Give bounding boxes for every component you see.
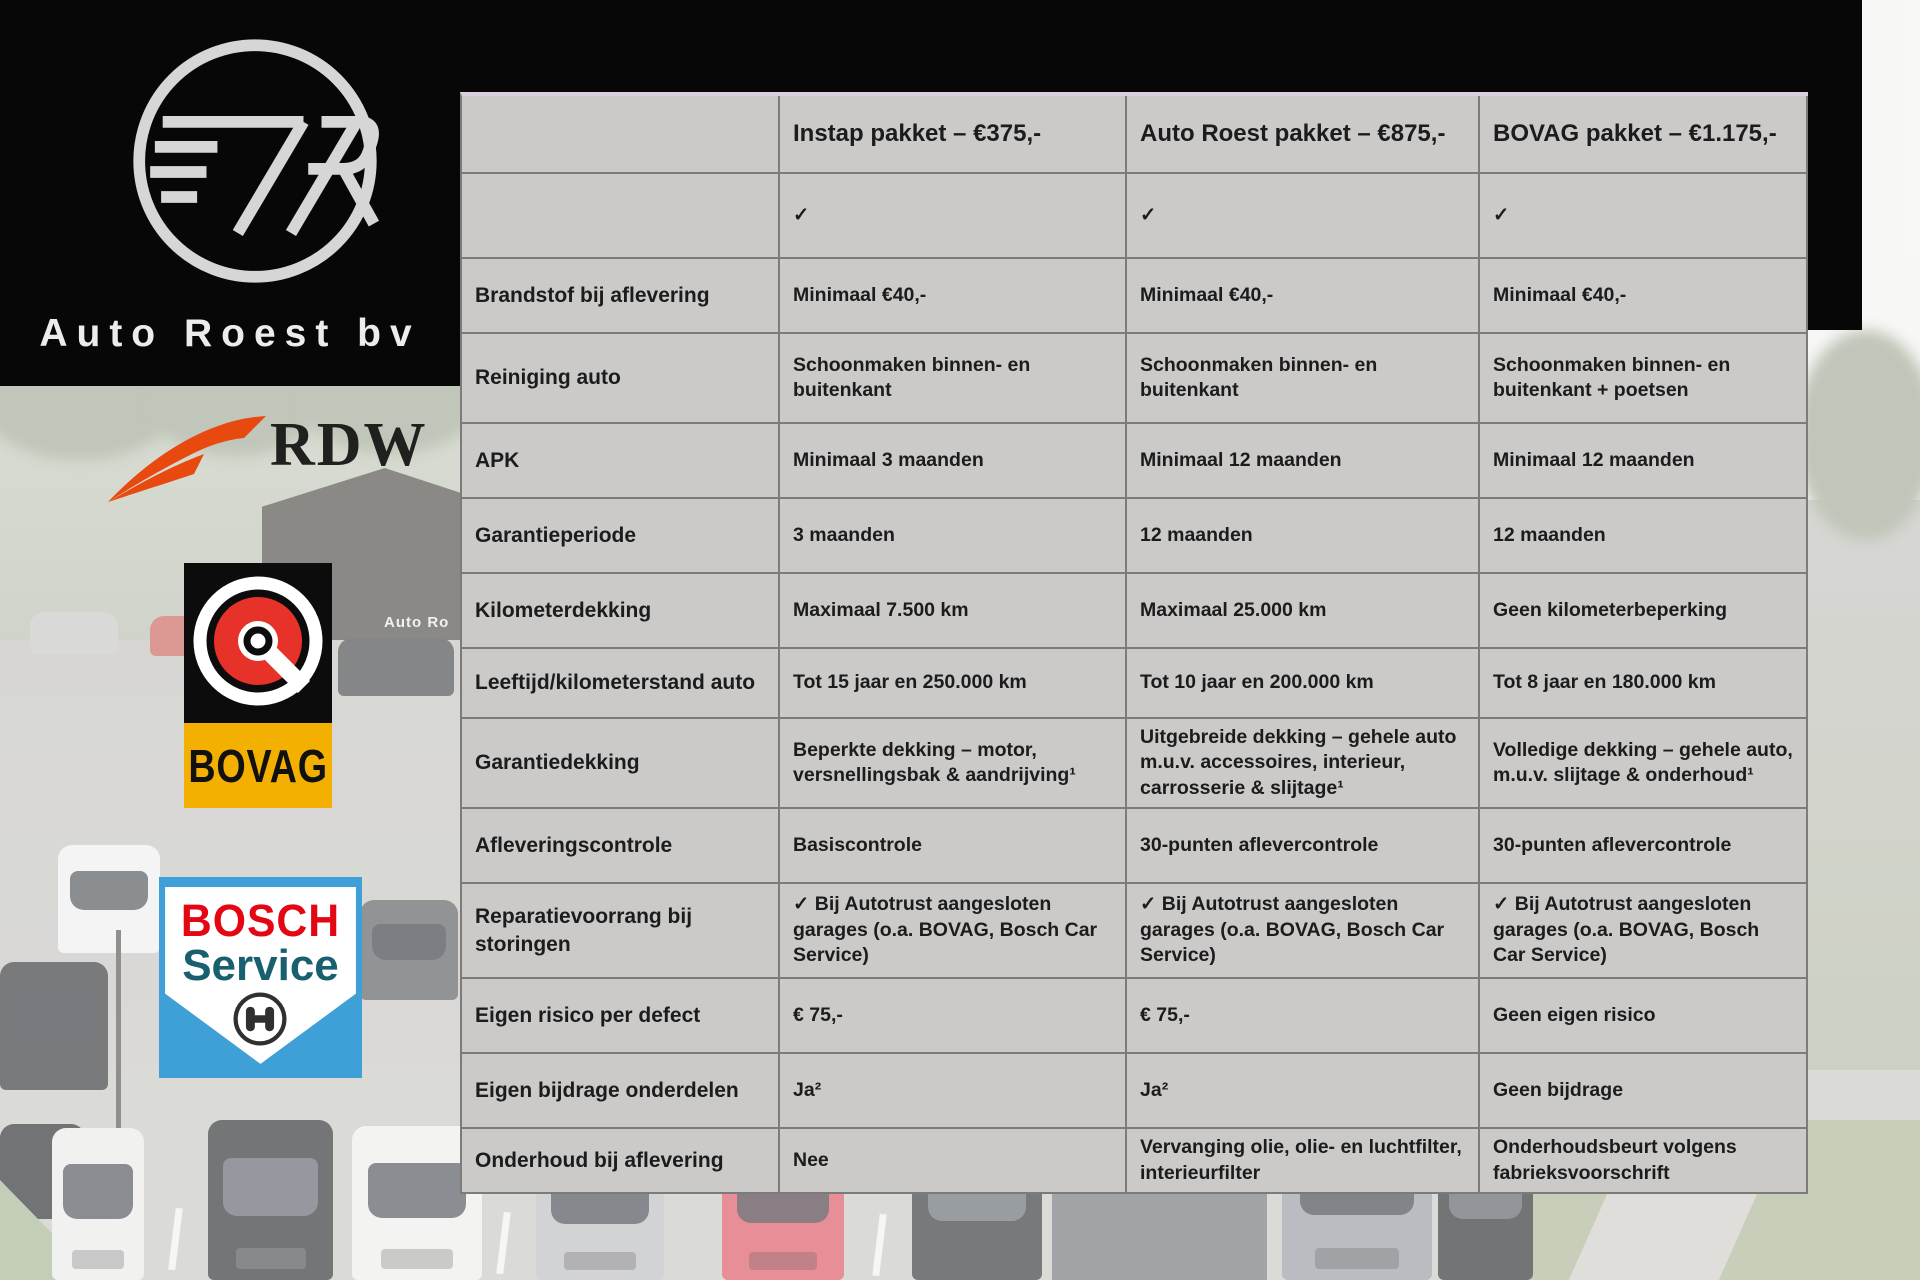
photo-car — [58, 845, 160, 953]
table-cell: Tot 15 jaar en 250.000 km — [780, 649, 1127, 719]
table-cell: 30-punten aflevercontrole — [1127, 809, 1480, 884]
rdw-wordmark: RDW — [270, 411, 428, 479]
table-cell: Schoonmaken binnen- en buitenkant — [780, 334, 1127, 424]
table-cell: Tot 8 jaar en 180.000 km — [1480, 649, 1808, 719]
table-cell: Minimaal 12 maanden — [1127, 424, 1480, 499]
pakket-table — [460, 92, 1808, 1194]
table-cell: ✓ — [780, 174, 1127, 259]
bovag-logo — [184, 563, 332, 808]
table-cell: Minimaal 12 maanden — [1480, 424, 1808, 499]
bovag-wordmark: BOVAG — [188, 739, 328, 792]
photo-light-pole — [1292, 1180, 1298, 1280]
table-cell: € 75,- — [1127, 979, 1480, 1054]
photo-car — [0, 962, 108, 1090]
row-label: APK — [462, 424, 780, 499]
table-cell: Minimaal €40,- — [1480, 259, 1808, 334]
column-header: Auto Roest pakket – €875,- — [1127, 96, 1480, 174]
photo-car — [208, 1120, 333, 1280]
row-label: Garantiedekking — [462, 719, 780, 809]
bosch-service-logo — [159, 877, 362, 1078]
table-cell: Beperkte dekking – motor, versnellingsbak & aandrijving¹ — [780, 719, 1127, 809]
table-cell: Uitgebreide dekking – gehele auto m.u.v. accessoires, interieur, carrosserie & slijtage¹ — [1127, 719, 1480, 809]
photo-car — [338, 638, 454, 696]
auto-roest-logo-box — [0, 0, 460, 386]
table-cell: Maximaal 7.500 km — [780, 574, 1127, 649]
table-cell: 12 maanden — [1480, 499, 1808, 574]
row-label: Brandstof bij aflevering — [462, 259, 780, 334]
row-label: Reiniging auto — [462, 334, 780, 424]
row-label: Eigen bijdrage onderdelen — [462, 1054, 780, 1129]
photo-car — [360, 900, 458, 1000]
table-cell: ✓ Bij Autotrust aangesloten garages (o.a. BOVAG, Bosch Car Service) — [1127, 884, 1480, 979]
table-cell: Onderhoudsbeurt volgens fabrieksvoorschrift — [1480, 1129, 1808, 1194]
row-label: Kilometerdekking — [462, 574, 780, 649]
table-cell: ✓ Bij Autotrust aangesloten garages (o.a. BOVAG, Bosch Car Service) — [780, 884, 1127, 979]
parking-line — [168, 1208, 183, 1270]
table-cell: Minimaal €40,- — [780, 259, 1127, 334]
bovag-emblem — [184, 563, 332, 723]
rdw-wing-icon — [104, 408, 272, 508]
column-header: BOVAG pakket – €1.175,- — [1480, 96, 1808, 174]
table-cell: 30-punten aflevercontrole — [1480, 809, 1808, 884]
table-cell: Schoonmaken binnen- en buitenkant + poetsen — [1480, 334, 1808, 424]
table-cell: Maximaal 25.000 km — [1127, 574, 1480, 649]
table-cell: ✓ — [1480, 174, 1808, 259]
table-cell: Ja² — [780, 1054, 1127, 1129]
photo-car — [30, 612, 118, 654]
building-sign: Auto Ro — [384, 614, 450, 631]
photo-field-right — [1790, 500, 1920, 1280]
row-label: Garantieperiode — [462, 499, 780, 574]
table-cell: ✓ Bij Autotrust aangesloten garages (o.a. BOVAG, Bosch Car Service) — [1480, 884, 1808, 979]
table-cell: Tot 10 jaar en 200.000 km — [1127, 649, 1480, 719]
company-name: Auto Roest bv — [39, 312, 421, 355]
table-cell: Nee — [780, 1129, 1127, 1194]
bosch-armature-icon — [230, 989, 290, 1049]
table-cell: Volledige dekking – gehele auto, m.u.v. slijtage & onderhoud¹ — [1480, 719, 1808, 809]
photo-tree — [1796, 330, 1920, 540]
parking-line — [872, 1214, 887, 1276]
bosch-service-label: Service — [182, 941, 339, 990]
table-cell: 12 maanden — [1127, 499, 1480, 574]
photo-car — [0, 1124, 85, 1219]
photo-grass — [0, 1180, 150, 1280]
bovag-wrench-icon — [184, 563, 332, 723]
bosch-wordmark: BOSCH — [180, 895, 341, 946]
table-cell: 3 maanden — [780, 499, 1127, 574]
parking-line — [496, 1212, 511, 1274]
table-cell: Geen bijdrage — [1480, 1054, 1808, 1129]
row-label — [462, 174, 780, 259]
row-label: Eigen risico per defect — [462, 979, 780, 1054]
photo-car — [52, 1128, 144, 1280]
row-label: Leeftijd/kilometerstand auto — [462, 649, 780, 719]
table-cell: Minimaal €40,- — [1127, 259, 1480, 334]
auto-roest-logo-icon — [122, 28, 388, 294]
corner-cell — [462, 96, 780, 174]
table-cell: Schoonmaken binnen- en buitenkant — [1127, 334, 1480, 424]
table-cell: € 75,- — [780, 979, 1127, 1054]
row-label: Afleveringscontrole — [462, 809, 780, 884]
table-cell: Minimaal 3 maanden — [780, 424, 1127, 499]
table-cell: Vervanging olie, olie- en luchtfilter, interieurfilter — [1127, 1129, 1480, 1194]
bovag-banner — [184, 723, 332, 808]
row-label: Reparatievoorrang bij storingen — [462, 884, 780, 979]
table-cell: ✓ — [1127, 174, 1480, 259]
column-header: Instap pakket – €375,- — [780, 96, 1127, 174]
photo-light-pole — [116, 930, 121, 1280]
table-cell: Geen kilometerbeperking — [1480, 574, 1808, 649]
table-cell: Basiscontrole — [780, 809, 1127, 884]
table-cell: Geen eigen risico — [1480, 979, 1808, 1054]
row-label: Onderhoud bij aflevering — [462, 1129, 780, 1194]
table-cell: Ja² — [1127, 1054, 1480, 1129]
